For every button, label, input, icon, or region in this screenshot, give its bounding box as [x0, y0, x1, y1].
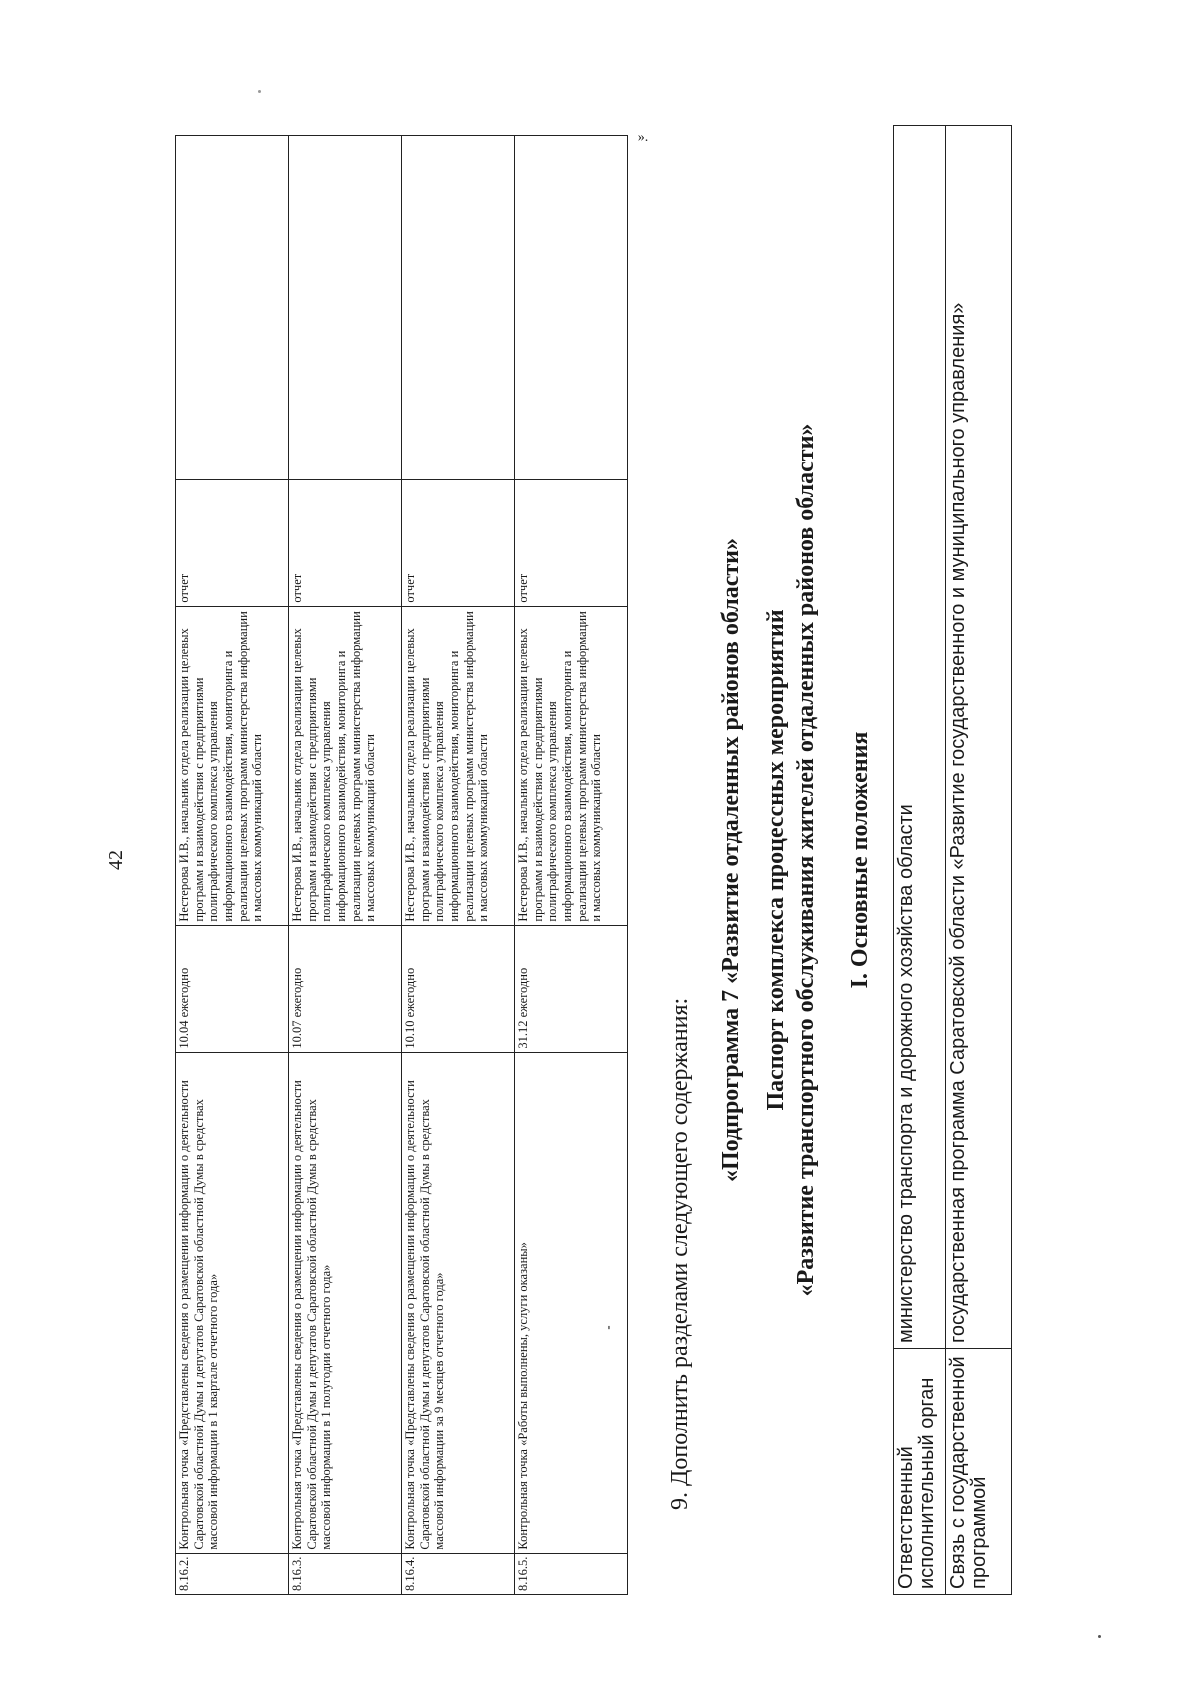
row-label: Связь с государственной программой [946, 1349, 1012, 1595]
table-row [176, 136, 289, 1595]
scan-speck [258, 90, 261, 93]
section-title: I. Основные положения [847, 731, 873, 989]
stray-mark: - [600, 1325, 615, 1330]
control-point-name: Контрольная точка «Представлены сведения о размещении информации о деятельности Саратовской областной Думы и депутатов Саратовской областной Думы в средствах массовой информации за 9 месяцев отчетного года» [402, 1052, 515, 1553]
deadline: 10.07 ежегодно [289, 925, 402, 1052]
responsible-person: Нестерова И.В., начальник отдела реализации целевых программ и взаимодействия с предприятиями полиграфического комплекса управления информационного взаимодействия, мониторинга и реализации целевых программ министерства информации и массовых коммуникаций области [176, 606, 289, 925]
row-label: Ответственный исполнительный орган [894, 1349, 946, 1595]
responsible-person: Нестерова И.В., начальник отдела реализации целевых программ и взаимодействия с предприятиями полиграфического комплекса управления информационного взаимодействия, мониторинга и реализации целевых программ министерства информации и массовых коммуникаций области [402, 606, 515, 925]
control-point-name: Контрольная точка «Представлены сведения о размещении информации о деятельности Саратовской областной Думы и депутатов Саратовской областной Думы в средствах массовой информации в 1 квартале отчетного года» [176, 1052, 289, 1553]
deadline: 10.10 ежегодно [402, 925, 515, 1052]
table-row [289, 136, 402, 1595]
row-value: государственная программа Саратовской области «Развитие государственного и муниципального управления» [946, 126, 1012, 1349]
row-number: 8.16.4. [402, 1553, 515, 1594]
empty-cell [515, 136, 628, 480]
document-type: отчет [402, 479, 515, 606]
closing-quote: ». [637, 129, 649, 145]
table-row [946, 126, 1012, 1595]
deadline: 31.12 ежегодно [515, 925, 628, 1052]
document-type: отчет [289, 479, 402, 606]
passport-subtitle: «Развитие транспортного обслуживания жителей отдаленных районов области» [793, 423, 819, 1297]
document-type: отчет [515, 479, 628, 606]
control-points-table [175, 135, 628, 1595]
rotated-page-content [175, 125, 1200, 1595]
scan-speck [1098, 1635, 1101, 1638]
document-type: отчет [176, 479, 289, 606]
subprogram-title: «Подпрограмма 7 «Развитие отдаленных районов области» [718, 538, 744, 1182]
row-number: 8.16.5. [515, 1553, 628, 1594]
table-row [894, 126, 946, 1595]
empty-cell [289, 136, 402, 480]
instruction-text: 9. Дополнить разделами следующего содержания: [667, 997, 693, 1510]
passport-table [893, 125, 1012, 1595]
table-row [402, 136, 515, 1595]
row-number: 8.16.3. [289, 1553, 402, 1594]
table-row [515, 136, 628, 1595]
control-point-name [515, 1052, 628, 1553]
page-number: 42 [105, 850, 127, 870]
responsible-person: Нестерова И.В., начальник отдела реализации целевых программ и взаимодействия с предприятиями полиграфического комплекса управления информационного взаимодействия, мониторинга и реализации целевых программ министерства информации и массовых коммуникаций области [289, 606, 402, 925]
empty-cell [402, 136, 515, 480]
control-point-name-text: Контрольная точка «Работы выполнены, услуги оказаны» [516, 1242, 530, 1550]
control-point-name: Контрольная точка «Представлены сведения о размещении информации о деятельности Саратовской областной Думы и депутатов Саратовской областной Думы в средствах массовой информации в 1 полугодии отчетного года» [289, 1052, 402, 1553]
row-number: 8.16.2. [176, 1553, 289, 1594]
passport-title: Паспорт комплекса процессных мероприятий [763, 609, 789, 1111]
empty-cell [176, 136, 289, 480]
deadline: 10.04 ежегодно [176, 925, 289, 1052]
row-value: министерство транспорта и дорожного хозяйства области [894, 126, 946, 1349]
responsible-person: Нестерова И.В., начальник отдела реализации целевых программ и взаимодействия с предприятиями полиграфического комплекса управления информационного взаимодействия, мониторинга и реализации целевых программ министерства информации и массовых коммуникаций области [515, 606, 628, 925]
